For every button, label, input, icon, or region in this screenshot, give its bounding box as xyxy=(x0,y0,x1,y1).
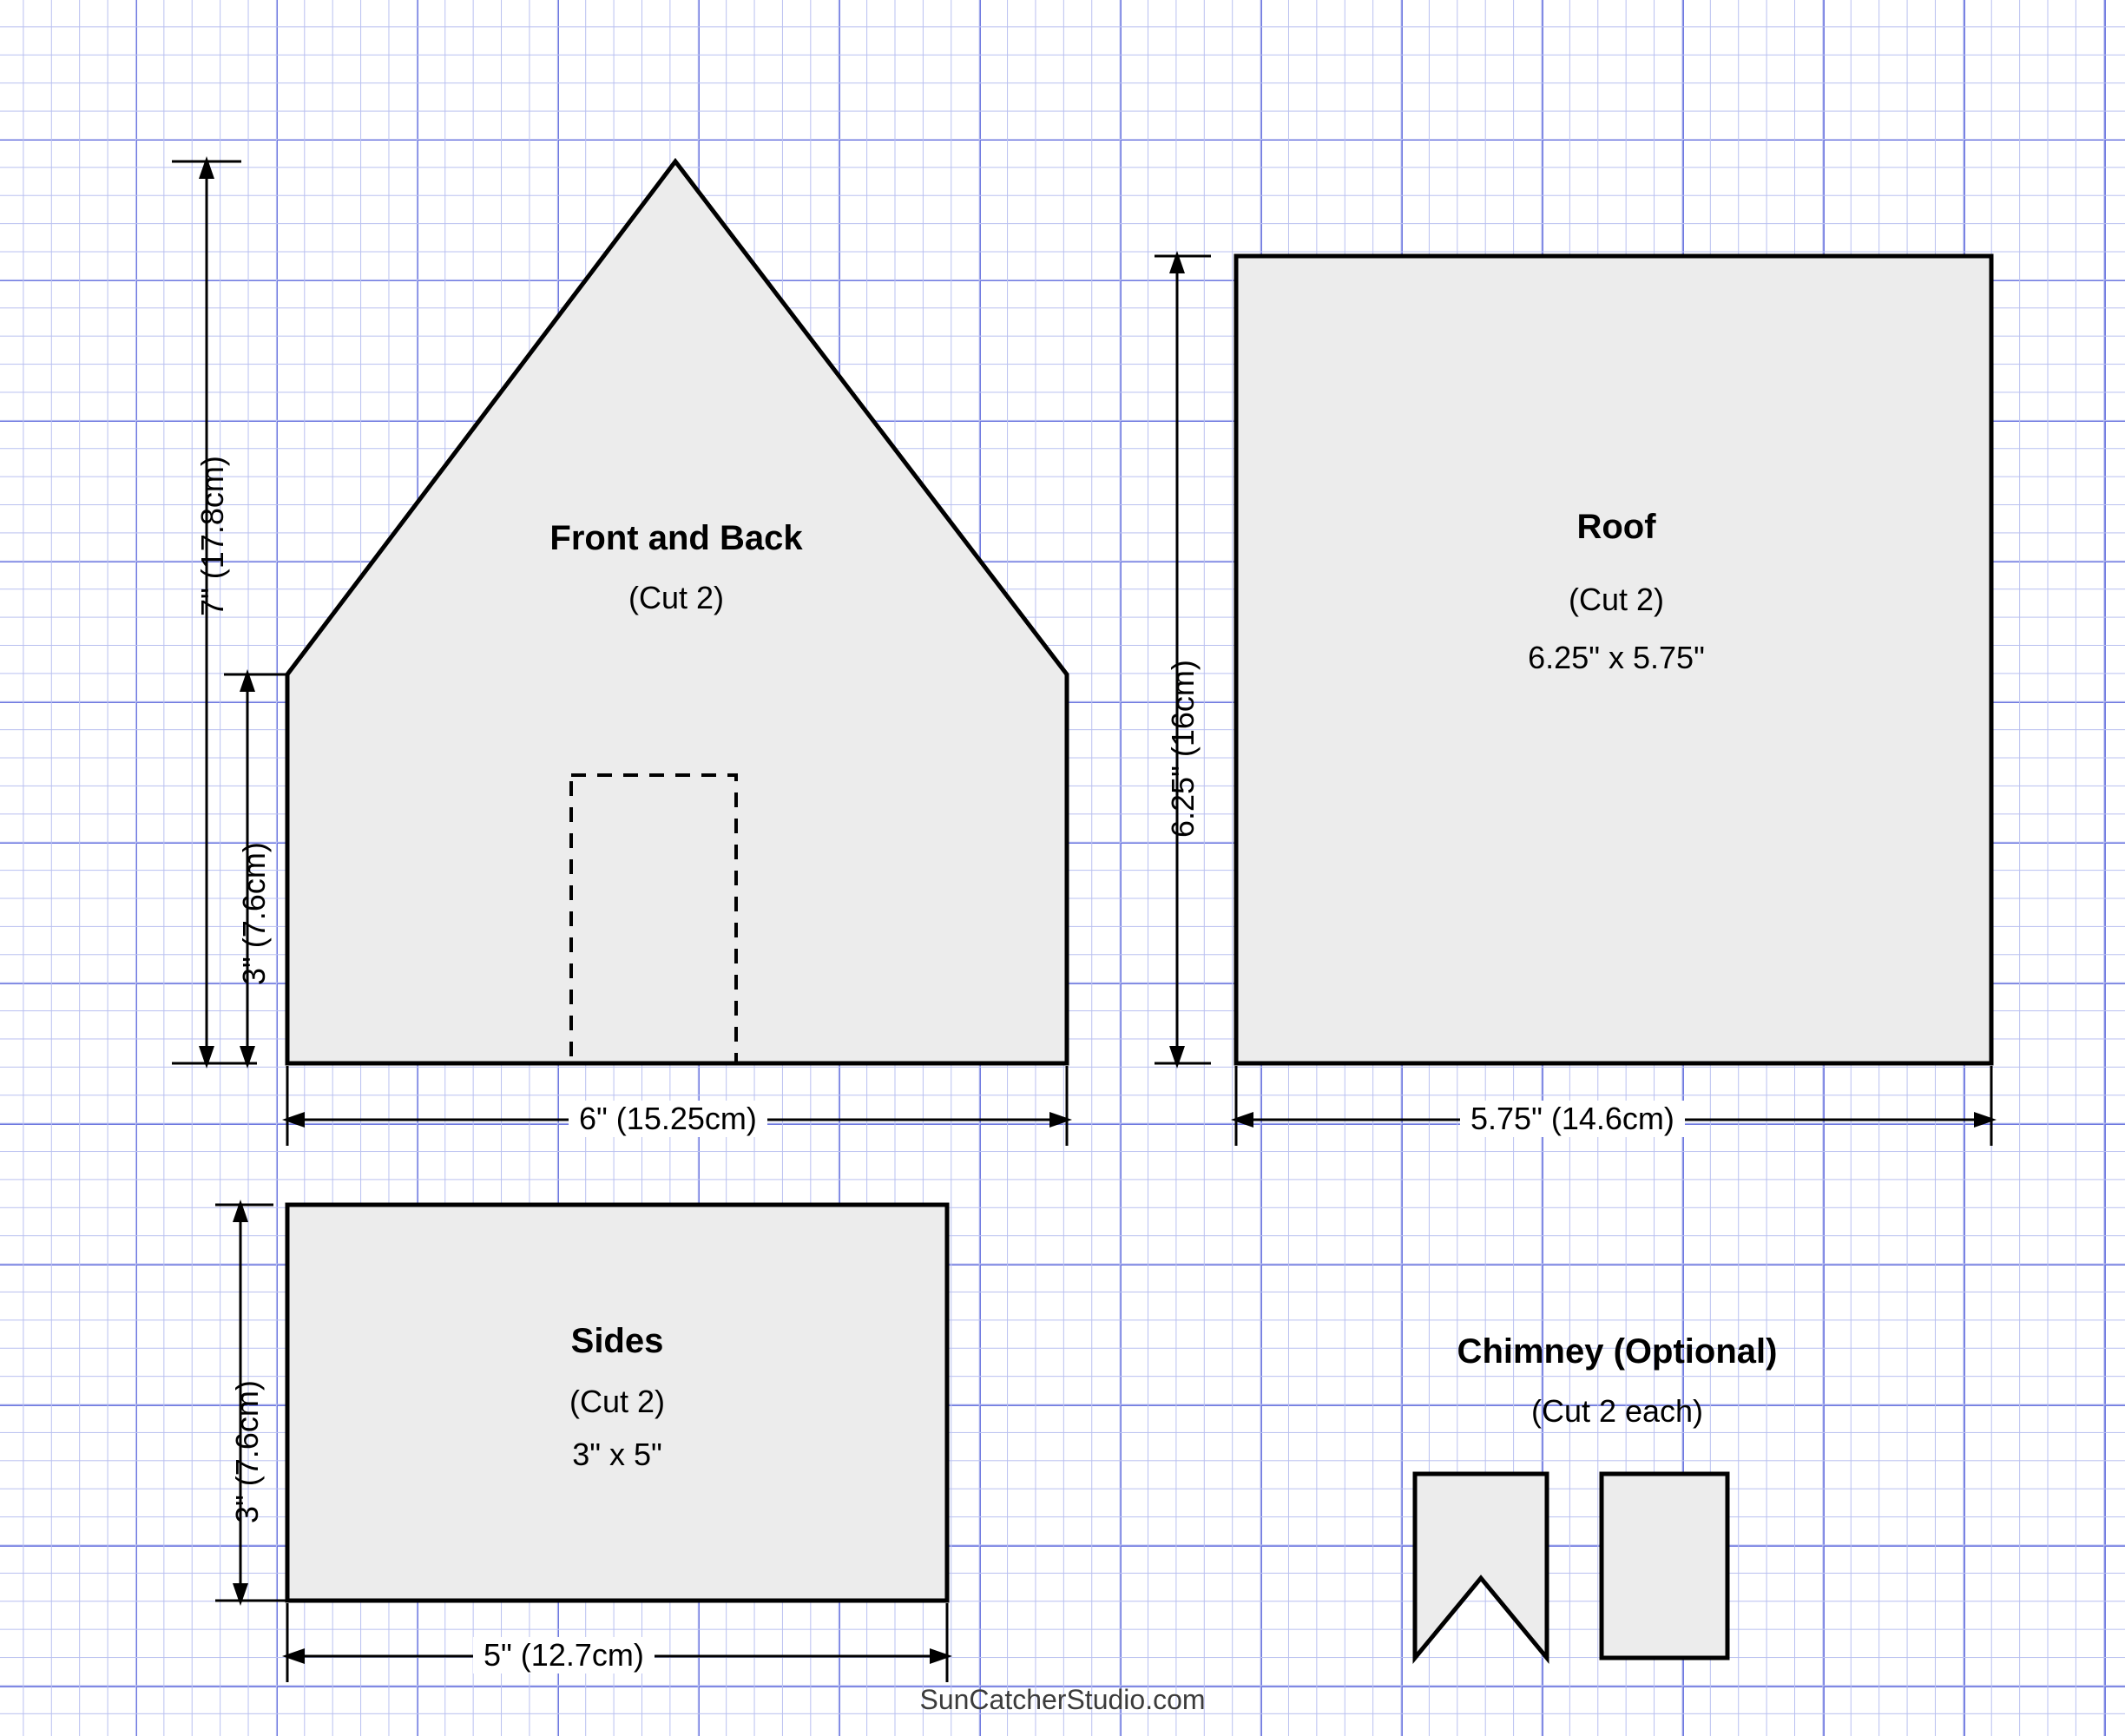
front-back-wall-height-label: 3" (7.6cm) xyxy=(236,842,272,985)
front-back-cut: (Cut 2) xyxy=(628,580,725,615)
front-back-width-label: 6" (15.25cm) xyxy=(569,1101,767,1137)
front-back-height-label: 7" (17.8cm) xyxy=(194,456,230,616)
roof-cut: (Cut 2) xyxy=(1568,582,1665,617)
sides-cut: (Cut 2) xyxy=(569,1384,666,1419)
chimney-title: Chimney (Optional) xyxy=(1457,1332,1778,1371)
sides-size: 3" x 5" xyxy=(572,1437,662,1472)
roof-size: 6.25" x 5.75" xyxy=(1528,640,1705,675)
chimney-plain-shape xyxy=(1602,1474,1727,1658)
chimney-cut: (Cut 2 each) xyxy=(1530,1393,1704,1429)
watermark: SunCatcherStudio.com xyxy=(919,1684,1206,1715)
sides-title: Sides xyxy=(570,1322,664,1360)
sides-height-label: 3" (7.6cm) xyxy=(229,1380,265,1523)
front-back-title: Front and Back xyxy=(549,519,803,557)
roof-width-label: 5.75" (14.6cm) xyxy=(1460,1101,1685,1137)
roof-height-label: 6.25" (16cm) xyxy=(1165,660,1201,838)
roof-title: Roof xyxy=(1576,508,1656,546)
chimney-notched-shape xyxy=(1415,1474,1547,1658)
sides-width-label: 5" (12.7cm) xyxy=(473,1637,655,1674)
